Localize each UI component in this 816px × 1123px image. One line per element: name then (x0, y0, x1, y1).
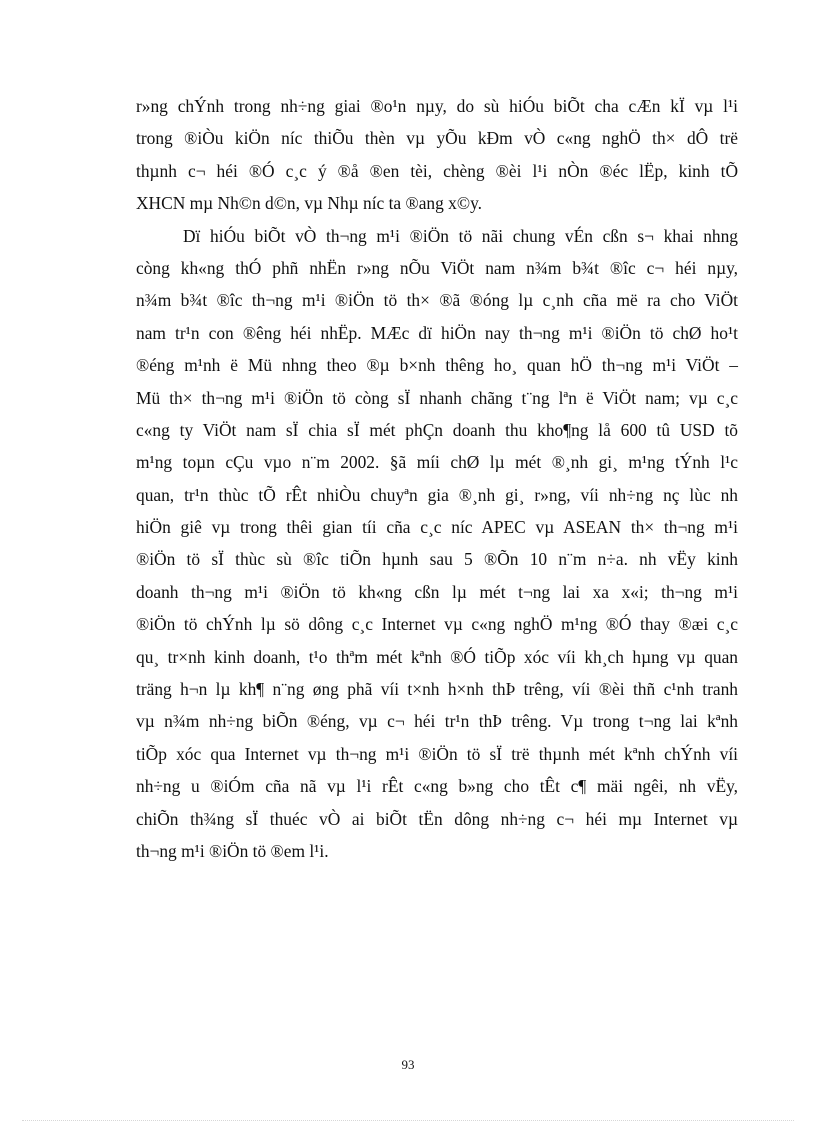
text-line: hiÖn giê vµ trong thêi gian tíi cña c¸c níc APEC vµ ASEAN th× th¬ng m¹i (136, 517, 738, 538)
paragraph (136, 90, 738, 220)
text-line: Mü th× th¬ng m¹i ®iÖn tö còng sÏ nhanh chãng t¨ng lªn ë ViÖt nam; vµ c¸c (136, 387, 738, 408)
text-line: trong ®iÒu kiÖn níc thiÕu thèn vµ yÕu kÐm vÒ c«ng nghÖ th× dÔ trë (136, 128, 738, 149)
text-line: qu¸ tr×nh kinh doanh, t¹o thªm mét kªnh ®Ó tiÕp xóc víi kh¸ch hµng vµ quan (136, 646, 738, 667)
text-line: tiÕp xóc qua Internet vµ th¬ng m¹i ®iÖn tö sÏ trë thµnh mét kªnh chÝnh víi (136, 743, 738, 764)
text-line: ®iÖn tö sÏ thùc sù ®îc tiÕn hµnh sau 5 ®Õn 10 n¨m n÷a. nh vËy kinh (136, 549, 738, 570)
text-line: còng kh«ng thÓ phñ nhËn r»ng nÕu ViÖt nam n¾m b¾t ®îc c¬ héi nµy, (136, 257, 738, 278)
text-line: m¹ng toµn cÇu vµo n¨m 2002. §ã míi chØ lµ mét ®¸nh gi¸ m¹ng tÝnh l¹c (136, 452, 738, 473)
text-line: n¾m b¾t ®îc th¬ng m¹i ®iÖn tö th× ®ã ®óng lµ c¸nh cña më ra cho ViÖt (136, 290, 738, 311)
text-line: träng h¬n lµ kh¶ n¨ng øng phã víi t×nh h×nh thÞ trêng, víi ®èi thñ c¹nh tranh (136, 679, 738, 700)
text-line: chiÕn th¾ng sÏ thuéc vÒ ai biÕt tËn dông nh÷ng c¬ héi mµ Internet vµ (136, 808, 738, 829)
text-line: c«ng ty ViÖt nam sÏ chia sÏ mét phÇn doanh thu kho¶ng lå 600 tû USD tõ (136, 419, 738, 440)
text-line: vµ n¾m nh÷ng biÕn ®éng, vµ c¬ héi tr¹n thÞ trêng. Vµ trong t¬ng lai kªnh (136, 711, 738, 732)
text-line: r»ng chÝnh trong nh÷ng giai ®o¹n nµy, do sù hiÓu biÕt cha cÆn kÏ vµ l¹i (136, 96, 738, 116)
text-line: Dï hiÓu biÕt vÒ th¬ng m¹i ®iÖn tö nãi chung vÉn cßn s¬ khai nhng (183, 225, 738, 246)
text-line: ®iÖn tö chÝnh lµ sö dông c¸c Internet vµ c«ng nghÖ m¹ng ®Ó thay ®æi c¸c (136, 614, 738, 635)
text-line: th¬ng m¹i ®iÖn tö ®em l¹i. (136, 840, 329, 861)
body-text (136, 90, 738, 867)
text-line: XHCN mµ Nh©n d©n, vµ Nhµ níc ta ®ang x©y. (136, 193, 482, 214)
text-line: ®éng m¹nh ë Mü nhng theo ®µ b×nh thêng ho¸ quan hÖ th¬ng m¹i ViÖt – (136, 355, 738, 376)
text-line: quan, tr¹n thùc tÕ rÊt nhiÒu chuyªn gia ®¸nh gi¸ r»ng, víi nh÷ng nç lùc nh (136, 484, 738, 505)
page-bottom-rule (22, 1120, 794, 1121)
paragraph (136, 220, 738, 868)
text-line: thµnh c¬ héi ®Ó c¸c ý ®å ®en tèi, chèng ®èi l¹i nÒn ®éc lËp, kinh tÕ (136, 160, 738, 181)
page-number: 93 (401, 1057, 415, 1072)
text-line: nh÷ng u ®iÓm cña nã vµ l¹i rÊt c«ng b»ng cho tÊt c¶ mäi ngêi, nh vËy, (136, 776, 738, 797)
text-line: doanh th¬ng m¹i ®iÖn tö kh«ng cßn lµ mét t¬ng lai xa x«i; th¬ng m¹i (136, 581, 738, 602)
text-line: nam tr¹n con ®êng héi nhËp. MÆc dï hiÖn nay th¬ng m¹i ®iÖn tö chØ ho¹t (136, 322, 738, 343)
